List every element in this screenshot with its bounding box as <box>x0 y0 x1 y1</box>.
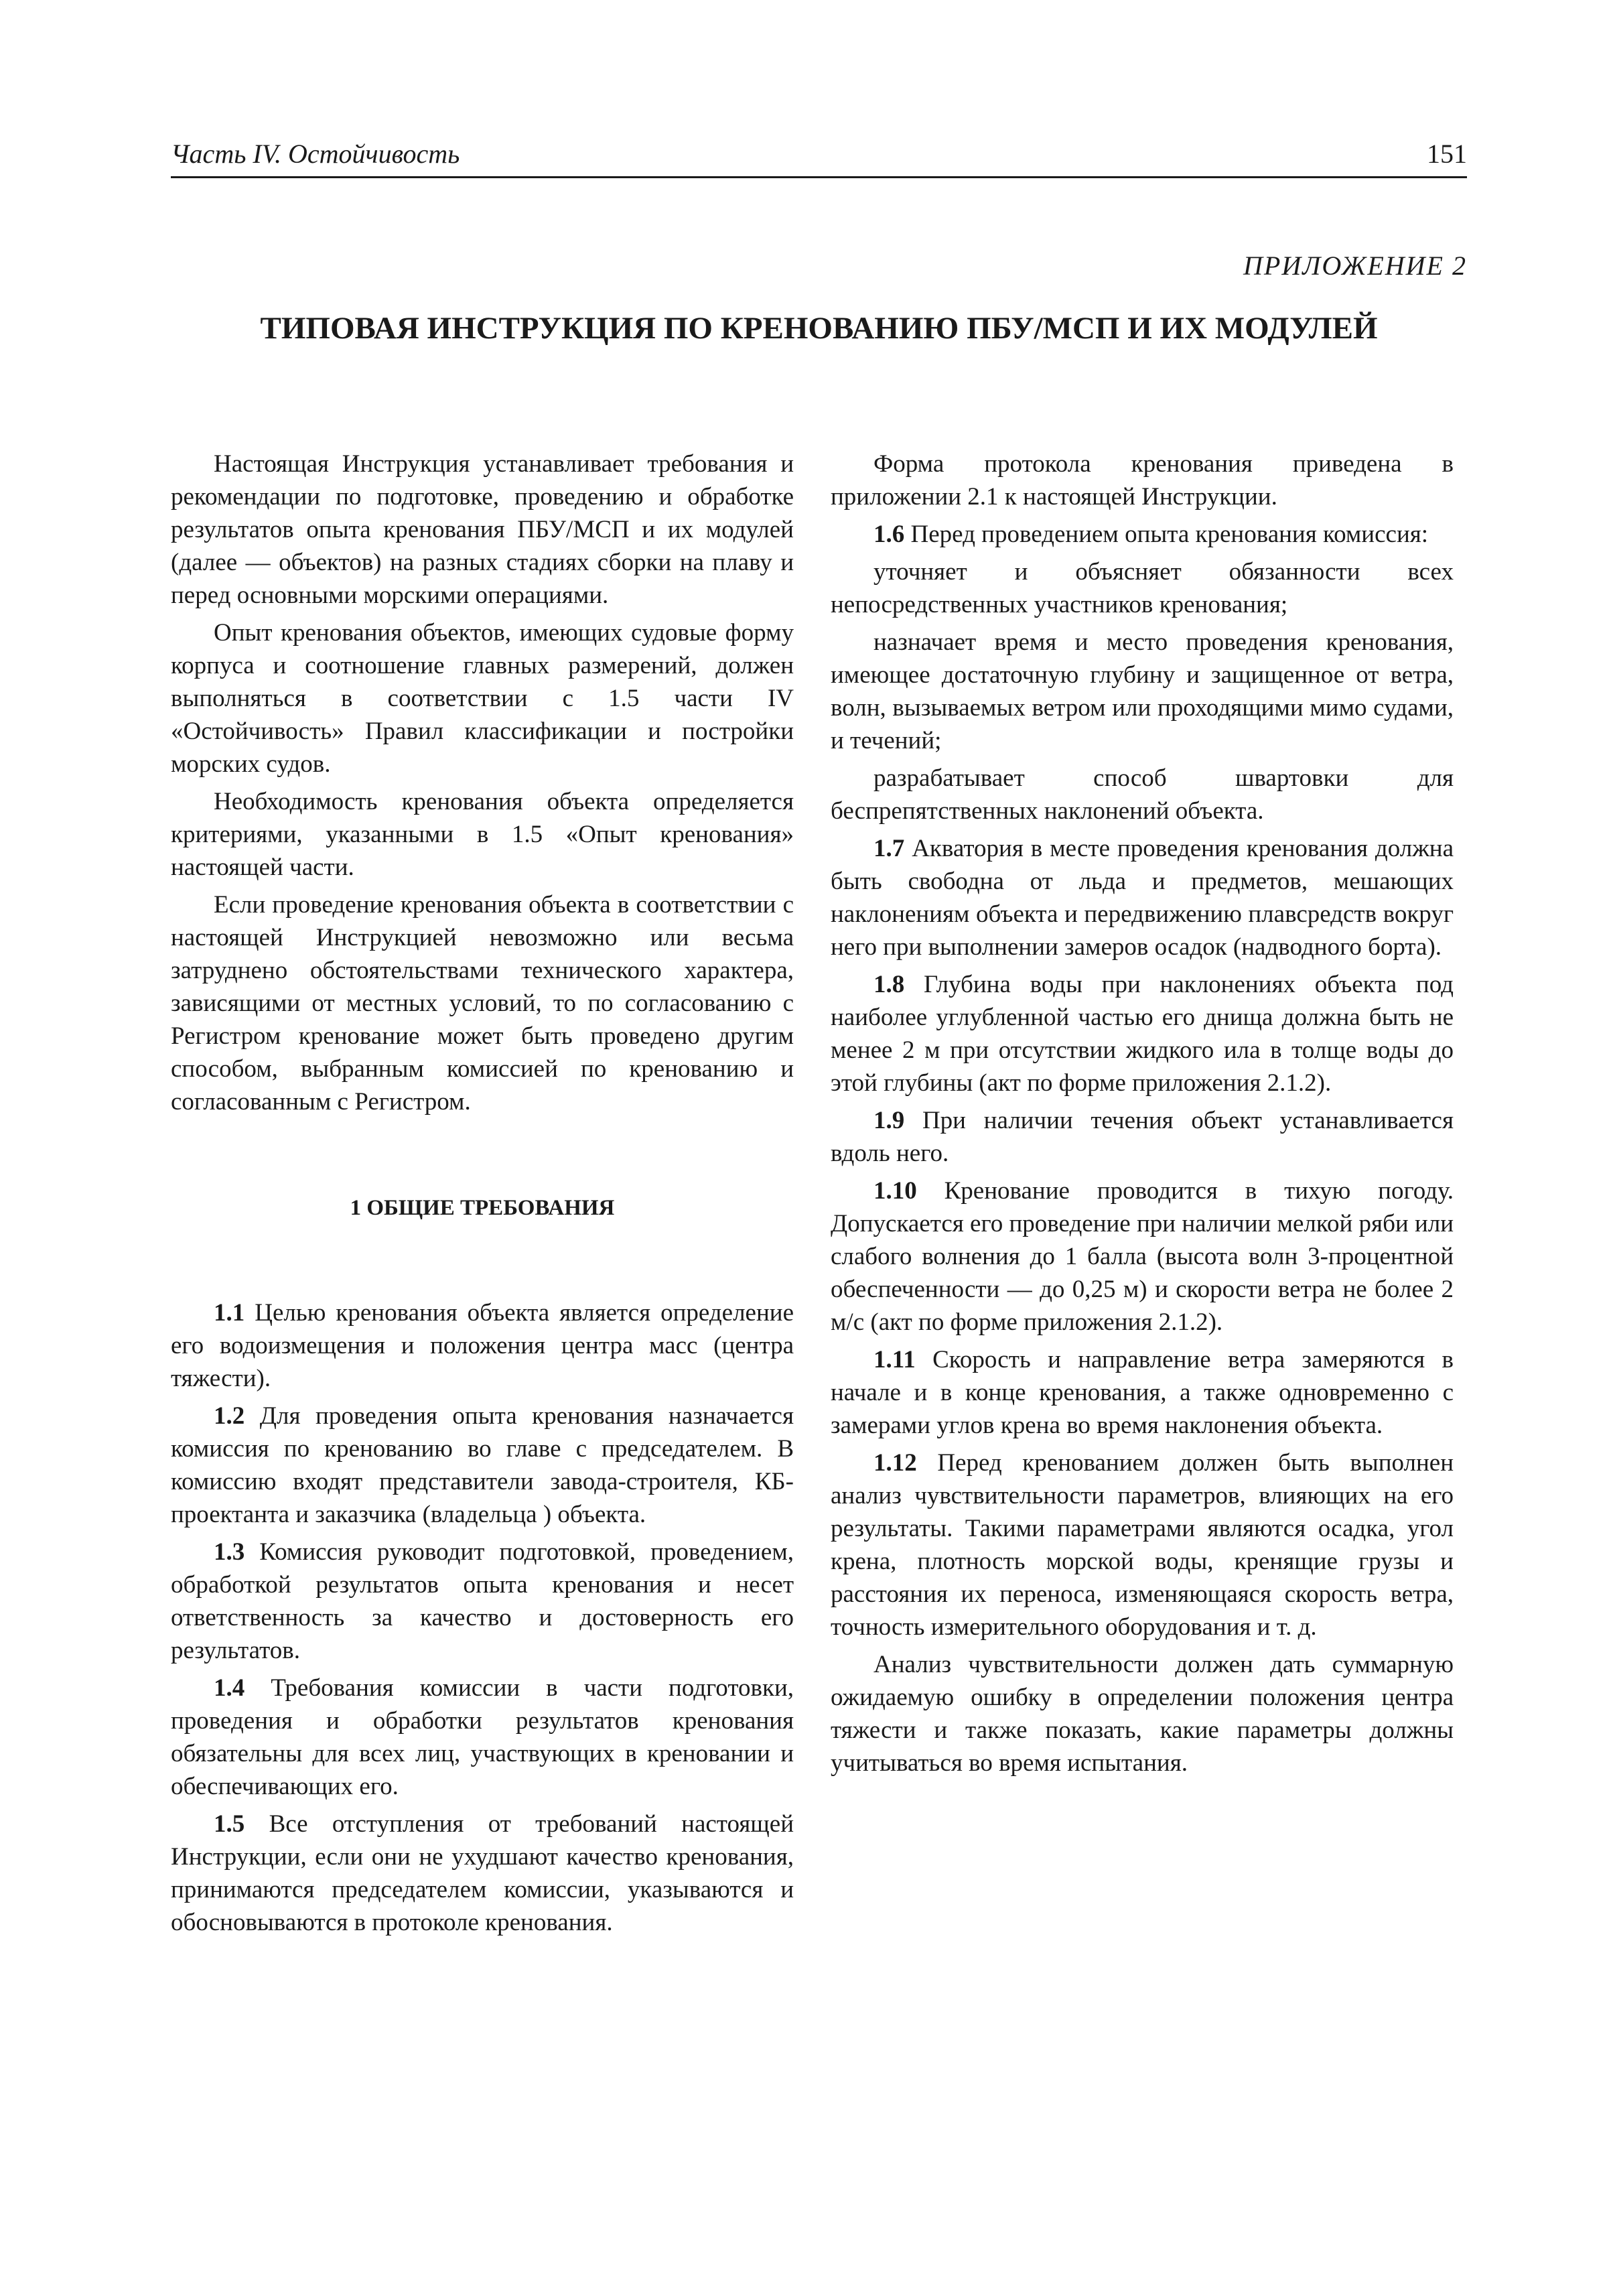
clause-text: Все отступления от требований настоящей Инструкции, если они не ухудшают качество кренования, принимаются председателем комиссии, указываются и обосновываются в протоколе кренования. <box>171 1810 794 1936</box>
clause-text: Комиссия руководит подготовкой, проведением, обработкой результатов опыта кренования и несет ответственность за качество и достоверность его результатов. <box>171 1538 794 1664</box>
clause-text: Для проведения опыта кренования назначается комиссия по кренованию во главе с председателем. В комиссию входят представители завода-строителя, КБ-проектанта и заказчика (владельца ) объекта. <box>171 1402 794 1528</box>
clause-text: Перед кренованием должен быть выполнен анализ чувствительности параметров, влияющих на его результаты. Такими параметрами являются осадка, угол крена, плотность морской воды, кренящие грузы и расстояния их переноса, изменяющаяся скорость ветра, точность измерительного оборудования и т. д. <box>831 1449 1454 1641</box>
clause-number: 1.5 <box>214 1810 245 1838</box>
clause-1-8 <box>831 968 1454 1099</box>
page-header <box>171 137 1467 178</box>
clause-number: 1.1 <box>214 1299 245 1327</box>
clause-1-12 <box>831 1446 1454 1643</box>
clause-number: 1.4 <box>214 1674 245 1702</box>
clause-1-3 <box>171 1536 794 1667</box>
left-column <box>171 448 794 1944</box>
clause-1-1 <box>171 1296 794 1395</box>
clause-number: 1.12 <box>873 1449 917 1477</box>
clause-text: Скорость и направление ветра замеряются в начале и в конце кренования, а также одновременно с замерами углов крена во время наклонения объекта. <box>831 1346 1454 1439</box>
clause-number: 1.9 <box>873 1107 905 1134</box>
clause-number: 1.3 <box>214 1538 245 1566</box>
clause-text: Требования комиссии в части подготовки, проведения и обработки результатов кренования обязательны для всех лиц, участвующих в креновании и обеспечивающих его. <box>171 1674 794 1800</box>
intro-paragraph: Необходимость кренования объекта определяется критериями, указанными в 1.5 «Опыт кренования» настоящей части. <box>171 788 794 881</box>
intro-paragraph: Настоящая Инструкция устанавливает требования и рекомендации по подготовке, проведению и обработке результатов опыта кренования ПБУ/МСП и их модулей (далее — объектов) на разных стадиях сборки на плаву и перед основными морскими операциями. <box>171 450 794 609</box>
document-title: ТИПОВАЯ ИНСТРУКЦИЯ ПО КРЕНОВАНИЮ ПБУ/МСП И ИХ МОДУЛЕЙ <box>260 311 1378 346</box>
clause-number: 1.11 <box>873 1346 916 1373</box>
intro-paragraph: Если проведение кренования объекта в соответствии с настоящей Инструкцией невозможно или весьма затруднено обстоятельствами технического характера, зависящими от местных условий, то по согласованию с Регистром кренование может быть проведено другим способом, выбранным комиссией по кренованию и согласованным с Регистром. <box>171 891 794 1116</box>
clause-number: 1.8 <box>873 971 905 998</box>
clause-subitem: уточняет и объясняет обязанности всех непосредственных участников кренования; <box>831 558 1454 618</box>
clause-1-11 <box>831 1343 1454 1442</box>
clause-text: Кренование проводится в тихую погоду. Допускается его проведение при наличии мелкой ряби или слабого волнения до 1 балла (высота волн 3-процентной обеспеченности — до 0,25 м) и скорости ветра не более 2 м/с (акт по форме приложения 2.1.2). <box>831 1177 1454 1336</box>
protocol-note: Форма протокола кренования приведена в приложении 2.1 к настоящей Инструкции. <box>831 450 1454 511</box>
clause-number: 1.10 <box>873 1177 917 1205</box>
clause-1-9 <box>831 1104 1454 1170</box>
clause-text: Перед проведением опыта кренования комиссия: <box>910 521 1429 548</box>
section-heading: 1 ОБЩИЕ ТРЕБОВАНИЯ <box>350 1196 615 1220</box>
clause-number: 1.6 <box>873 521 905 548</box>
clause-text: При наличии течения объект устанавливается вдоль него. <box>831 1107 1454 1167</box>
clause-1-6 <box>831 518 1454 551</box>
clause-1-2 <box>171 1400 794 1531</box>
running-title: Часть IV. Остойчивость <box>171 139 460 169</box>
clause-1-5 <box>171 1808 794 1939</box>
intro-paragraph: Опыт кренования объектов, имеющих судовые форму корпуса и соотношение главных размерений, должен выполняться в соответствии с 1.5 части IV «Остойчивость» Правил классификации и постройки морских судов. <box>171 619 794 778</box>
clause-1-10 <box>831 1174 1454 1339</box>
clause-1-7 <box>831 832 1454 963</box>
sensitivity-note: Анализ чувствительности должен дать суммарную ожидаемую ошибку в определении положения центра тяжести и также показать, какие параметры должны учитываться во время испытания. <box>831 1651 1454 1777</box>
page-number: 151 <box>1427 139 1467 169</box>
clause-text: Глубина воды при наклонениях объекта под наиболее углубленной частью его днища должна быть не менее 2 м при отсутствии жидкого ила в толще воды до этой глубины (акт по форме приложения 2.1.2). <box>831 971 1454 1097</box>
clause-text: Акватория в месте проведения кренования должна быть свободна от льда и предметов, мешающих наклонениям объекта и передвижению плавсредств вокруг него при выполнении замеров осадок (надводного борта). <box>831 835 1454 961</box>
clause-subitem: назначает время и место проведения кренования, имеющее достаточную глубину и защищенное от ветра, волн, вызываемых ветром или проходящими мимо судами, и течений; <box>831 628 1454 754</box>
clause-text: Целью кренования объекта является определение его водоизмещения и положения центра масс (центра тяжести). <box>171 1299 794 1392</box>
clause-number: 1.2 <box>214 1402 245 1430</box>
clause-number: 1.7 <box>873 835 905 862</box>
clause-1-4 <box>171 1672 794 1803</box>
right-column <box>831 448 1454 1784</box>
clause-subitem: разрабатывает способ швартовки для беспрепятственных наклонений объекта. <box>831 764 1454 825</box>
appendix-label: ПРИЛОЖЕНИЕ 2 <box>1243 251 1467 281</box>
